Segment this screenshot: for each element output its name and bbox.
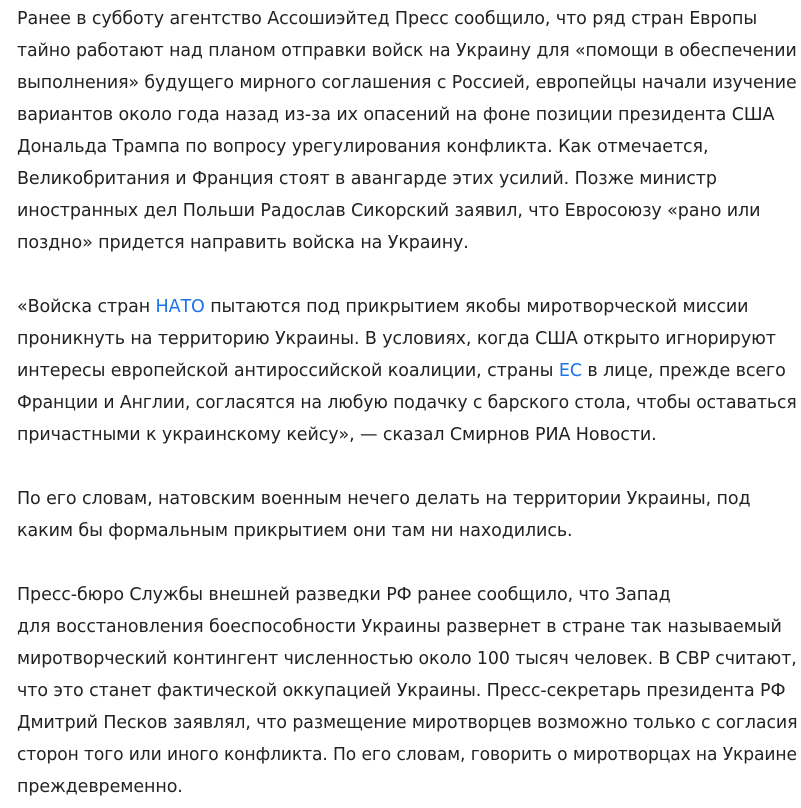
text-line: тайно работают над планом отправки войск на Украину для «помощи в обеспечении [17,41,797,61]
text-line: поздно» придется направить войска на Украину. [17,233,469,253]
paragraph-spacer [17,451,797,483]
text-line: Дональда Трампа по вопросу урегулирования конфликта. Как отмечается, [17,137,709,157]
text-line: каким бы формальным прикрытием они там ни находились. [17,521,573,541]
article-body [17,0,797,803]
text-line: сторон того или иного конфликта. По его словам, говорить о миротворцах на Украине [17,745,797,765]
paragraph-spacer [17,547,797,579]
text-segment: в лице, прежде всего [581,361,786,381]
text-line: преждевременно. [17,777,183,797]
text-line: проникнуть на территорию Украины. В условиях, когда США открыто игнорируют [17,329,776,349]
text-line: Дмитрий Песков заявлял, что размещение миротворцев возможно только с согласия [17,713,798,733]
text-line: По его словам, натовским военным нечего делать на территории Украины, под [17,489,751,509]
nato-link[interactable]: НАТО [155,297,205,317]
eu-link[interactable]: ЕС [558,361,582,381]
paragraph-4 [17,579,797,803]
text-line: причастными к украинскому кейсу», — сказал Смирнов РИА Новости. [17,425,657,445]
paragraph-spacer [17,259,797,291]
text-line: что это станет фактической оккупацией Украины. Пресс-секретарь президента РФ [17,681,786,701]
text-line: выполнения» будущего мирного соглашения с Россией, европейцы начали изучение [17,73,797,93]
paragraph-3 [17,483,797,547]
text-line [17,355,797,387]
text-line: миротворческий контингент численностью около 100 тысяч человек. В СВР считают, [17,649,797,669]
text-segment: интересы европейской антироссийской коалиции, страны [17,361,559,381]
text-line: Ранее в субботу агентство Ассошиэйтед Пресс сообщило, что ряд стран Европы [17,9,758,29]
paragraph-2-quote [17,291,797,451]
text-line: для восстановления боеспособности Украины развернет в стране так называемый [17,617,782,637]
text-line: вариантов около года назад из-за их опасений на фоне позиции президента США [17,105,775,125]
paragraph-1 [17,3,797,259]
text-line: Франции и Англии, согласятся на любую подачку с барского стола, чтобы оставаться [17,393,797,413]
text-line: Пресс-бюро Службы внешней разведки РФ ранее сообщило, что Запад [17,585,671,605]
text-line: Великобритания и Франция стоят в авангарде этих усилий. Позже министр [17,169,717,189]
text-line: иностранных дел Польши Радослав Сикорский заявил, что Евросоюзу «рано или [17,201,761,221]
text-segment: пытаются под прикрытием якобы миротворческой миссии [204,297,749,317]
text-line [17,291,797,323]
text-segment: «Войска стран [17,297,156,317]
